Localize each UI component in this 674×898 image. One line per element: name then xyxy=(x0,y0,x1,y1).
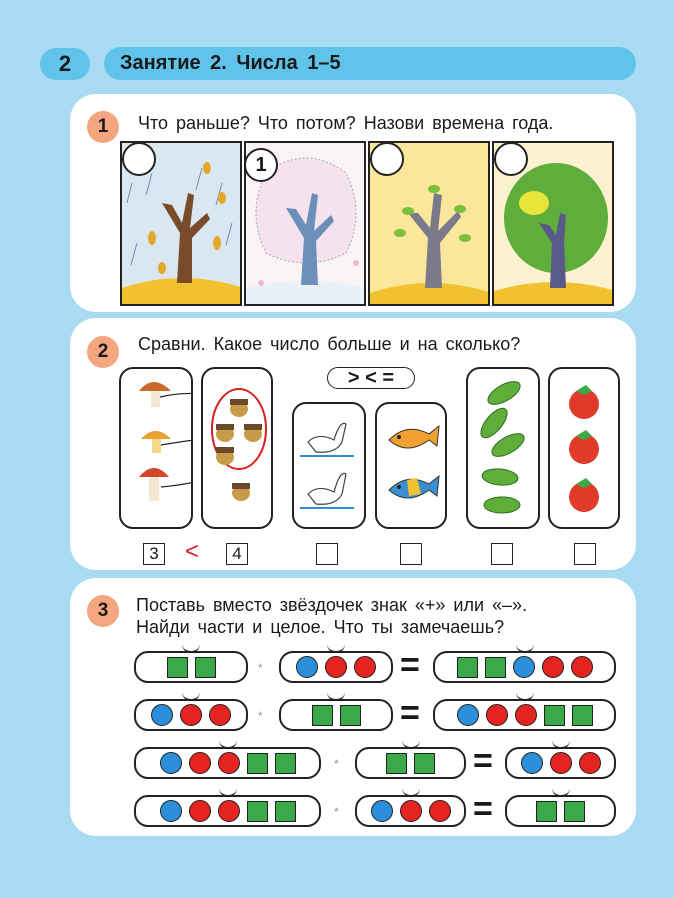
red-circle xyxy=(325,656,347,678)
brace xyxy=(402,740,420,749)
operator-star[interactable]: * xyxy=(258,709,263,723)
pill-5-mixed xyxy=(134,747,321,779)
brace xyxy=(327,644,345,653)
blue-circle xyxy=(151,704,173,726)
brace xyxy=(402,788,420,797)
brace xyxy=(516,644,534,653)
operator-star[interactable]: * xyxy=(334,805,339,819)
pill-5-mixed xyxy=(433,699,616,731)
green-square xyxy=(312,705,333,726)
brace xyxy=(182,644,200,653)
green-square xyxy=(247,801,268,822)
tomatoes-box xyxy=(548,367,620,529)
blue-circle xyxy=(457,704,479,726)
red-circle xyxy=(550,752,572,774)
task1-number-badge: 1 xyxy=(87,111,119,143)
pill-2-squares xyxy=(134,651,248,683)
green-square xyxy=(485,657,506,678)
red-circle xyxy=(189,800,211,822)
equals-sign: = xyxy=(400,646,420,684)
fish-illustration xyxy=(377,404,445,527)
acorns-box xyxy=(201,367,273,529)
task1-question: Что раньше? Что потом? Назови времена года. xyxy=(138,113,554,133)
equals-sign: = xyxy=(473,742,493,780)
blue-circle xyxy=(160,752,182,774)
green-square xyxy=(457,657,478,678)
pill-2-squares xyxy=(505,795,616,827)
brace xyxy=(219,740,237,749)
red-circle xyxy=(486,704,508,726)
season-answer-circle-marked[interactable]: 1 xyxy=(244,148,278,182)
pill-2-squares xyxy=(279,699,393,731)
answer-box[interactable] xyxy=(400,543,422,565)
equals-sign: = xyxy=(400,694,420,732)
brace xyxy=(552,788,570,797)
red-circle xyxy=(180,704,202,726)
green-square xyxy=(572,705,593,726)
blue-circle xyxy=(296,656,318,678)
operator-star[interactable]: * xyxy=(334,757,339,771)
blue-circle xyxy=(371,800,393,822)
red-circle xyxy=(209,704,231,726)
pill-2-squares xyxy=(355,747,466,779)
green-square xyxy=(564,801,585,822)
task3-line2: Найди части и целое. Что ты замечаешь? xyxy=(136,617,505,637)
red-circle xyxy=(571,656,593,678)
task3-number-badge: 3 xyxy=(87,595,119,627)
red-circle xyxy=(218,752,240,774)
pill-3-circles xyxy=(134,699,248,731)
red-circle xyxy=(400,800,422,822)
red-circle xyxy=(579,752,601,774)
answer-box[interactable] xyxy=(316,543,338,565)
red-circle xyxy=(542,656,564,678)
swans-box xyxy=(292,402,366,529)
green-square xyxy=(275,753,296,774)
task3-line1: Поставь вместо звёздочек знак «+» или «–». xyxy=(136,595,528,615)
green-square xyxy=(544,705,565,726)
lesson-title: Занятие 2. Числа 1–5 xyxy=(104,47,636,80)
pill-5-mixed xyxy=(134,795,321,827)
green-square xyxy=(195,657,216,678)
swans-illustration xyxy=(294,404,364,527)
blue-circle xyxy=(521,752,543,774)
operator-star[interactable]: * xyxy=(258,661,263,675)
pill-3-circles xyxy=(279,651,393,683)
blue-circle xyxy=(160,800,182,822)
mushrooms-box xyxy=(119,367,193,529)
pill-5-mixed xyxy=(433,651,616,683)
acorns-illustration xyxy=(203,369,271,527)
season-answer-circle[interactable] xyxy=(122,142,156,176)
green-square xyxy=(167,657,188,678)
cucumbers-illustration xyxy=(468,369,538,527)
fish-box xyxy=(375,402,447,529)
task2-question: Сравни. Какое число больше и на сколько? xyxy=(138,334,521,354)
green-square xyxy=(536,801,557,822)
season-answer-circle[interactable] xyxy=(494,142,528,176)
cucumbers-box xyxy=(466,367,540,529)
brace xyxy=(552,740,570,749)
tomatoes-illustration xyxy=(550,369,618,527)
mushrooms-illustration xyxy=(121,369,191,527)
comparison-sign: < xyxy=(185,538,200,565)
answer-box[interactable]: 3 xyxy=(143,543,165,565)
green-square xyxy=(247,753,268,774)
answer-box[interactable] xyxy=(491,543,513,565)
green-square xyxy=(386,753,407,774)
answer-box[interactable] xyxy=(574,543,596,565)
pill-3-circles xyxy=(355,795,466,827)
task2-number-badge: 2 xyxy=(87,336,119,368)
brace xyxy=(182,692,200,701)
brace xyxy=(516,692,534,701)
brace xyxy=(327,692,345,701)
green-square xyxy=(414,753,435,774)
red-circle xyxy=(354,656,376,678)
red-circle xyxy=(189,752,211,774)
signs-pill: > < = xyxy=(327,367,415,389)
equals-sign: = xyxy=(473,790,493,828)
red-circle xyxy=(429,800,451,822)
green-square xyxy=(340,705,361,726)
blue-circle xyxy=(513,656,535,678)
red-circle xyxy=(515,704,537,726)
pill-3-circles xyxy=(505,747,616,779)
red-circle xyxy=(218,800,240,822)
season-answer-circle[interactable] xyxy=(370,142,404,176)
page-number: 2 xyxy=(40,48,90,80)
brace xyxy=(219,788,237,797)
green-square xyxy=(275,801,296,822)
answer-box[interactable]: 4 xyxy=(226,543,248,565)
